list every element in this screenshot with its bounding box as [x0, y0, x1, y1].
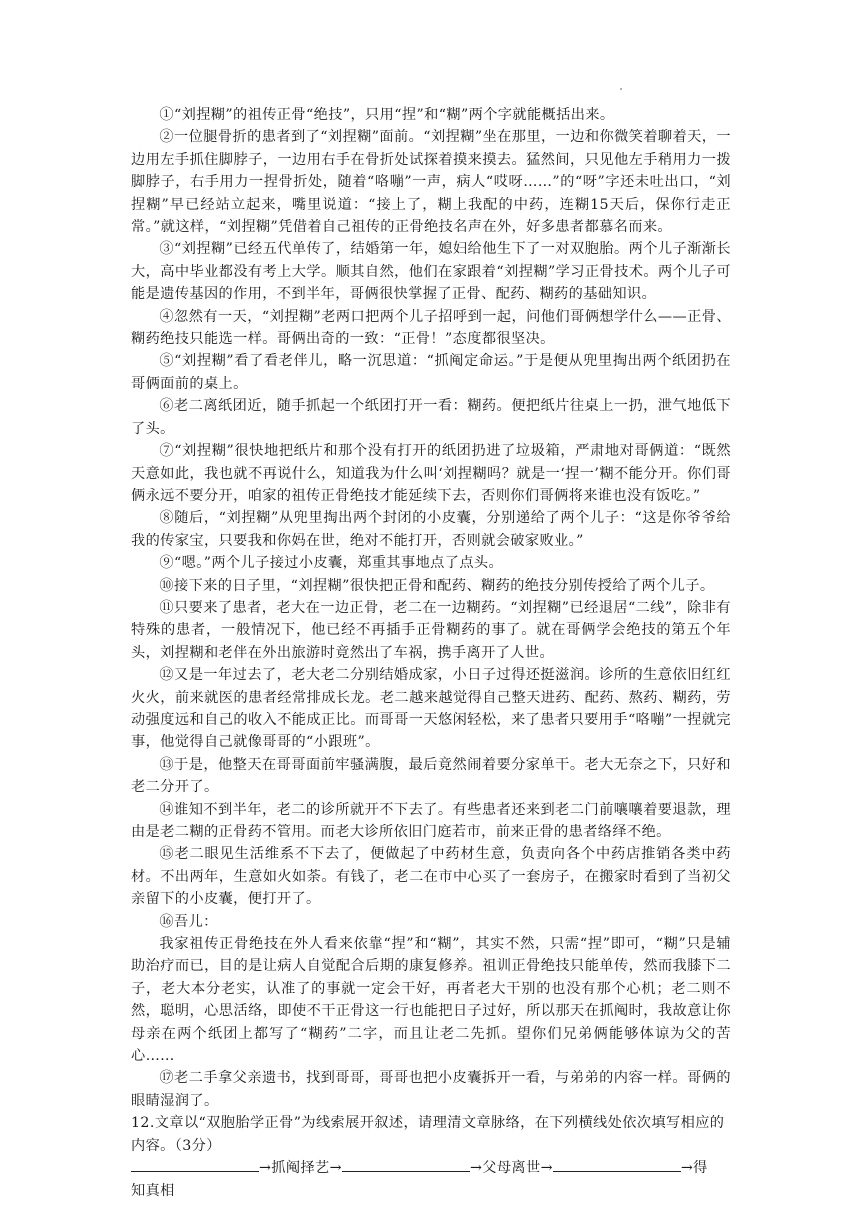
paragraph-16-letter: 我家祖传正骨绝技在外人看来依靠“捏”和“糊”，其实不然，只需“捏”即可，“糊”只是辅助治疗而已，目的是让病人自觉配合后期的康复修养。祖训正骨绝技只能单传，然而我膝下二子，老大本分老实，认准了的事就一定会干好，再者老大干别的也没有那个心机；老二则不然，聪明，心思活络，即使不干正骨这一行也能把日子过好，所以那天在抓阄时，我故意让你母亲在两个纸团上都写了“糊药”二字，而且让老二先抓。望你们兄弟俩能够体谅为父的苦心……: [131, 936, 731, 1065]
paragraph-10: ⑩接下来的日子里，“刘捏糊”很快把正骨和配药、糊药的绝技分别传授给了两个儿子。: [159, 577, 715, 594]
answer-line: [131, 1157, 731, 1179]
question-text: 12.文章以“双胞胎学正骨”为线索展开叙述，请理清文章脉络，在下列横线处依次填写相应的内容。（3分）: [131, 1115, 725, 1154]
paragraph-3: ③“刘捏糊”已经五代单传了，结婚第一年，媳妇给他生下了一对双胞胎。两个儿子渐渐长大，高中毕业都没有考上大学。顺其自然，他们在家跟着“刘捏糊”学习正骨技术。两个儿子可能是遗传基因的作用，不到半年，哥俩很快掌握了正骨、配药、糊药的基础知识。: [131, 241, 731, 303]
paragraph-4: ④忽然有一天，“刘捏糊”老两口把两个儿子招呼到一起，问他们哥俩想学什么——正骨、糊药绝技只能选一样。哥俩出奇的一致：“正骨！”态度都很坚决。: [131, 308, 731, 348]
answer-line-tail: 知真相: [131, 1182, 175, 1199]
paragraph-16-salutation: ⑯吾儿：: [159, 913, 218, 930]
answer-blank-3[interactable]: [553, 1157, 681, 1172]
paragraph-17: ⑰老二手拿父亲遗书，找到哥哥，哥哥也把小皮囊拆开一看，与弟弟的内容一样。哥俩的眼睛湿润了。: [131, 1070, 731, 1109]
answer-blank-2[interactable]: [342, 1157, 470, 1172]
paragraph-15: ⑮老二眼见生活维系不下去了，便做起了中药材生意，负责向各个中药店推销各类中药材。不出两年，生意如火如荼。有钱了，老二在市中心买了一套房子，在搬家时看到了当初父亲留下的小皮囊，便打开了。: [131, 846, 731, 908]
paragraph-1: ①“刘捏糊”的祖传正骨“绝技”，只用“捏”和“糊”两个字就能概括出来。: [159, 107, 615, 123]
paragraph-7: ⑦“刘捏糊”很快地把纸片和那个没有打开的纸团扔进了垃圾箱，严肃地对哥俩道：“既然天意如此，我也就不再说什么，知道我为什么叫‘刘捏糊吗？就是一‘捏一’糊不能分开。你们哥俩永远不要分开，咱家的祖传正骨绝技才能延续下去，否则你们哥俩将来谁也没有饭吃。”: [131, 443, 731, 504]
paragraph-13: ⑬于是，他整天在哥哥面前牢骚满腹，最后竟然闹着要分家单干。老大无奈之下，只好和老二分开了。: [131, 756, 731, 796]
paragraph-5: ⑤“刘捏糊”看了看老伴儿，略一沉思道：“抓阄定命运。”于是便从兜里掏出两个纸团扔在哥俩面前的桌上。: [131, 353, 731, 392]
paragraph-8: ⑧随后，“刘捏糊”从兜里掏出两个封闭的小皮囊，分别递给了两个儿子：“这是你爷爷给我的传家宝，只要我和你妈在世，绝对不能打开，否则就会破家败业。”: [131, 510, 731, 549]
paragraph-2: ②一位腿骨折的患者到了“刘捏糊”面前。“刘捏糊”坐在那里，一边和你微笑着聊着天，一边用左手抓住脚脖子，一边用右手在骨折处试探着摸来摸去。猛然间，只见他左手稍用力一拨脚脖子，右手用力一捏骨折处，随着“咯嘣”一声，病人“哎呀……”的“呀”字还未吐出口，“刘捏糊”早已经站立起来，嘴里说道：“接上了，糊上我配的中药，连糊15天后，保你行走正常。”就这样，“刘捏糊”凭借着自己祖传的正骨绝技名声在外，好多患者都慕名而来。: [131, 129, 731, 236]
answer-blank-1[interactable]: [131, 1157, 259, 1172]
paragraph-12: ⑫又是一年过去了，老大老二分别结婚成家，小日子过得还挺滋润。诊所的生意依旧红红火火，前来就医的患者经常排成长龙。老二越来越觉得自己整天进药、配药、熬药、糊药，劳动强度远和自己的收入不能成正比。而哥哥一天悠闲轻松，来了患者只要用手“咯嘣”一捏就完事，他觉得自己就像哥哥的“小跟班”。: [131, 667, 731, 751]
paragraph-11: ⑪只要来了患者，老大在一边正骨，老二在一边糊药。“刘捏糊”已经退居“二线”，除非有特殊的患者，一般情况下，他已经不再插手正骨糊药的事了。就在哥俩学会绝技的第五个年头，刘捏糊和老伴在外出旅游时竟然出了车祸，携手离开了人世。: [131, 599, 731, 661]
paragraph-14: ⑭谁知不到半年，老二的诊所就开不下去了。有些患者还来到老二门前嚷嚷着要退款，理由是老二糊的正骨药不管用。而老大诊所依旧门庭若市，前来正骨的患者络绎不绝。: [131, 801, 731, 840]
paragraph-6: ⑥老二离纸团近，随手抓起一个纸团打开一看：糊药。便把纸片往桌上一扔，泄气地低下了头。: [131, 398, 731, 437]
question-12: [131, 1112, 731, 1202]
document-page: [131, 104, 731, 1202]
article-body: [131, 104, 731, 1112]
step-label-3: →得: [680, 1160, 708, 1177]
scan-speck: [620, 88, 622, 90]
paragraph-9: ⑨“嗯。”两个儿子接过小皮囊，郑重其事地点了点头。: [159, 555, 504, 572]
step-label-2: →父母离世→: [469, 1160, 553, 1177]
step-label-1: →抓阄择艺→: [259, 1160, 342, 1177]
